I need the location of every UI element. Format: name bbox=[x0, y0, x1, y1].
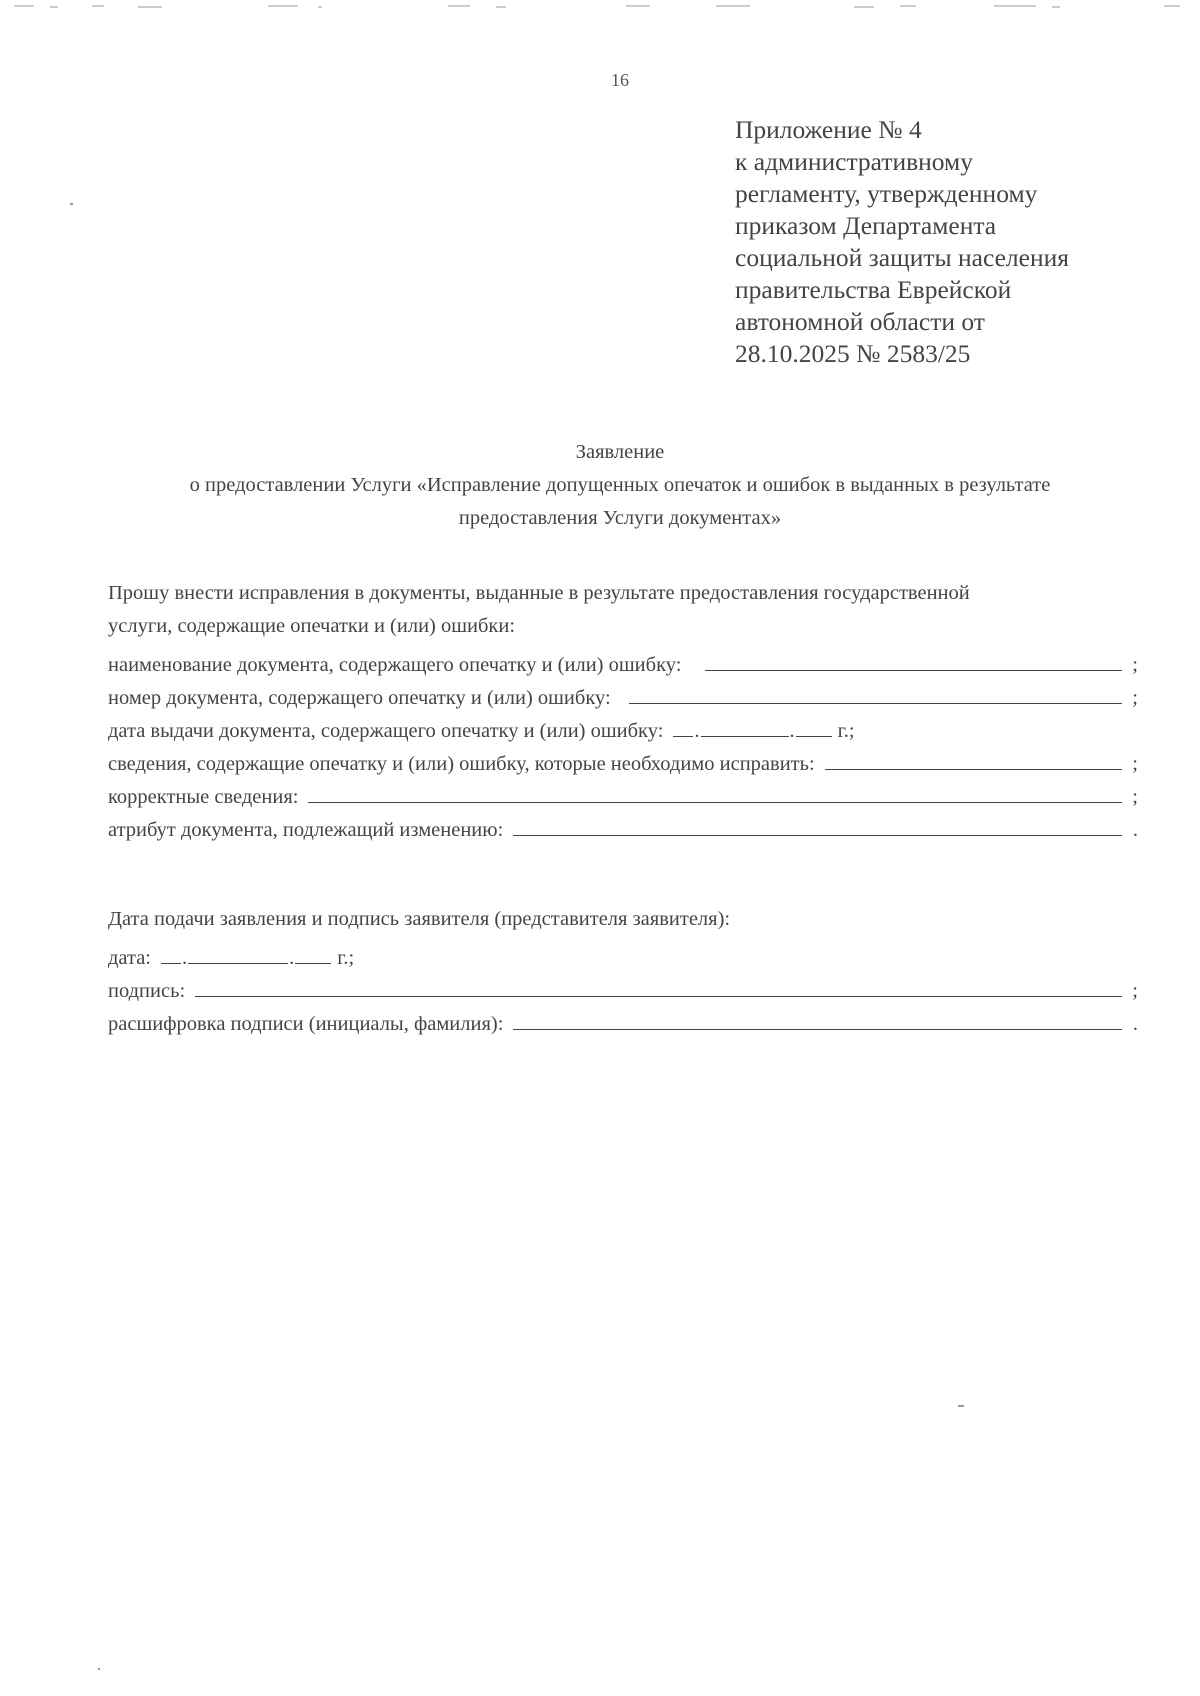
appendix-line: автономной области от bbox=[735, 307, 985, 336]
scan-speck bbox=[958, 1405, 964, 1407]
document-name-field[interactable] bbox=[705, 648, 1122, 671]
submission-date-day-field[interactable] bbox=[161, 941, 181, 964]
issue-date-month-field[interactable] bbox=[701, 714, 789, 737]
request-intro: услуги, содержащие опечатки и (или) ошибки: bbox=[108, 615, 516, 637]
submission-date-month-field[interactable] bbox=[188, 941, 288, 964]
issue-date-year-field[interactable] bbox=[796, 714, 832, 737]
attribute-field[interactable] bbox=[513, 813, 1122, 836]
appendix-line: социальной защиты населения bbox=[735, 243, 1069, 272]
submission-date-year-field[interactable] bbox=[295, 941, 331, 964]
correct-info-label: корректные сведения: bbox=[108, 786, 299, 808]
erroneous-info-row: сведения, содержащие опечатку и (или) ошибку, которые необходимо исправить: ; bbox=[108, 747, 1138, 780]
title-line: о предоставлении Услуги «Исправление допущенных опечаток и ошибок в выданных в результате bbox=[189, 474, 1051, 496]
submission-date-row: дата: . . г.; bbox=[108, 941, 1138, 974]
scan-speck bbox=[98, 1668, 100, 1670]
correct-info-row: корректные сведения: ; bbox=[108, 780, 1138, 813]
signature-decryption-row: расшифровка подписи (инициалы, фамилия): . bbox=[108, 1007, 1138, 1040]
appendix-header bbox=[735, 114, 1155, 370]
attribute-row: атрибут документа, подлежащий изменению: . bbox=[108, 813, 1138, 846]
signature-field[interactable] bbox=[195, 974, 1122, 997]
title-line: предоставления Услуги документах» bbox=[458, 507, 782, 529]
issue-date-label: дата выдачи документа, содержащего опечатку и (или) ошибку: bbox=[108, 720, 664, 742]
scan-edge-marks bbox=[0, 0, 1200, 14]
attribute-label: атрибут документа, подлежащий изменению: bbox=[108, 819, 504, 841]
appendix-line: Приложение № 4 bbox=[735, 115, 922, 144]
document-name-label: наименование документа, содержащего опечатку и (или) ошибку: bbox=[108, 654, 682, 676]
submission-date-label: дата: bbox=[108, 947, 152, 969]
submission-heading: Дата подачи заявления и подпись заявителя (представителя заявителя): bbox=[108, 908, 731, 930]
appendix-line: приказом Департамента bbox=[735, 211, 997, 240]
document-title bbox=[100, 436, 1140, 535]
document-number-field[interactable] bbox=[629, 681, 1122, 704]
appendix-line: к административному bbox=[735, 147, 973, 176]
issue-date-day-field[interactable] bbox=[673, 714, 693, 737]
correction-request-section bbox=[108, 582, 1138, 846]
erroneous-info-field[interactable] bbox=[825, 747, 1122, 770]
appendix-line: регламенту, утвержденному bbox=[735, 179, 1038, 208]
document-name-row: наименование документа, содержащего опечатку и (или) ошибку: ; bbox=[108, 648, 1138, 681]
signature-decryption-label: расшифровка подписи (инициалы, фамилия): bbox=[108, 1013, 504, 1035]
appendix-line: 28.10.2025 № 2583/25 bbox=[735, 339, 971, 368]
signature-label: подпись: bbox=[108, 980, 186, 1002]
erroneous-info-label: сведения, содержащие опечатку и (или) ошибку, которые необходимо исправить: bbox=[108, 753, 815, 775]
document-number-row: номер документа, содержащего опечатку и (или) ошибку: ; bbox=[108, 681, 1138, 714]
submission-section bbox=[108, 908, 1138, 1040]
scan-speck bbox=[70, 203, 73, 205]
issue-date-row: дата выдачи документа, содержащего опечатку и (или) ошибку: . . г.; bbox=[108, 714, 1138, 747]
signature-decryption-field[interactable] bbox=[513, 1007, 1122, 1030]
page-number: 16 bbox=[611, 70, 629, 90]
title-heading: Заявление bbox=[575, 441, 665, 463]
document-number-label: номер документа, содержащего опечатку и (или) ошибку: bbox=[108, 687, 611, 709]
correct-info-field[interactable] bbox=[308, 780, 1122, 803]
request-intro: Прошу внести исправления в документы, выданные в результате предоставления государственной bbox=[108, 582, 970, 604]
appendix-line: правительства Еврейской bbox=[735, 275, 1012, 304]
signature-row: подпись: ; bbox=[108, 974, 1138, 1007]
